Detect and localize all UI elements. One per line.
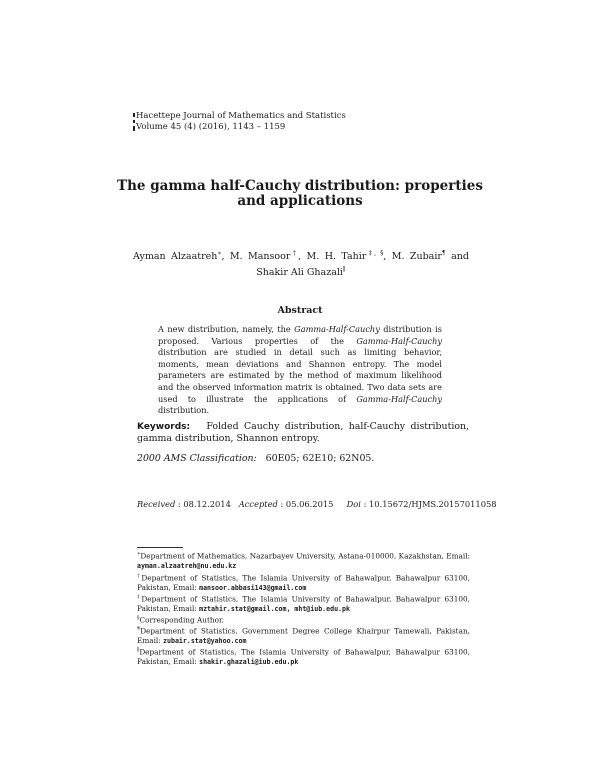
title-line-2: and applications [237, 193, 363, 209]
author-name: Shakir Ali Ghazali [256, 267, 343, 279]
footnote [137, 572, 470, 594]
footnote-text: Corresponding Author. [139, 615, 224, 625]
author-mark: ∥ [342, 266, 346, 274]
keywords-text: Folded Cauchy distribution, half-Cauchy distribution, gamma distribution, Shannon entropy. [137, 421, 469, 444]
footnote-email[interactable]: mansoor.abbasi143@gmail.com [199, 584, 307, 593]
author-list [133, 247, 469, 279]
footnote-text: Department of Statistics, The Islamia University of Bahawalpur, Bahawalpur 63100, Pakistan, Email: [137, 594, 470, 614]
footnote-mark: § [137, 615, 140, 621]
abstract-text: distribution is proposed. Various properties of the [158, 324, 442, 346]
footnote-mark: ∗ [137, 551, 141, 557]
footnote-mark: ‡ [137, 594, 142, 600]
author-separator: , [221, 251, 230, 263]
footnote-mark: ¶ [137, 626, 141, 632]
doi-link[interactable]: : 10.15672/HJMS.20157011058 [363, 499, 497, 509]
author-name: M. Zubair [391, 251, 442, 263]
author-separator: and [445, 251, 469, 263]
distribution-name: Gamma-Half-Cauchy [356, 335, 442, 346]
author-mark: ∗ [217, 250, 222, 257]
footnote [137, 550, 470, 572]
footnote-text: Department of Mathematics, Nazarbayev University, Astana-010000, Kazakhstan, Email: [140, 551, 470, 561]
ams-classification [137, 453, 374, 464]
footnote-email[interactable]: mztahir.stat@gmail.com, mht@iub.edu.pk [199, 605, 350, 614]
keywords-label: Keywords: [137, 422, 191, 432]
footnote-mark: † [137, 573, 142, 579]
footnote-rule [137, 547, 183, 548]
footnote-text: Department of Statistics, Government Degree College Khairpur Tamewali, Pakistan, Email: [137, 626, 470, 646]
accepted-label: Accepted [238, 499, 278, 509]
journal-volume: Volume 45 (4) (2016), 1143 – 1159 [136, 122, 286, 132]
abstract-text: A new distribution, namely, the [158, 324, 295, 334]
title-line-1: The gamma half-Cauchy distribution: properties [117, 178, 483, 194]
accepted-date: : 05.06.2015 [280, 499, 334, 509]
author-separator: , [383, 251, 392, 263]
received-date: : 08.12.2014 [177, 499, 231, 509]
footnote [137, 646, 470, 668]
author-mark: † [290, 250, 299, 257]
footnote-mark: ∥ [137, 647, 140, 653]
ams-label: 2000 AMS Classification: [137, 453, 257, 464]
journal-name: Hacettepe Journal of Mathematics and Statistics [136, 111, 346, 121]
distribution-name: Gamma-Half-Cauchy [294, 324, 380, 334]
abstract-body [158, 324, 442, 417]
journal-header [136, 111, 346, 133]
footnote-email[interactable]: shakir.ghazali@iub.edu.pk [199, 658, 299, 667]
footnote [137, 625, 470, 647]
abstract-heading: Abstract [277, 305, 323, 316]
ams-codes: 60E05; 62E10; 62N05. [265, 453, 375, 464]
distribution-name: Gamma-Half-Cauchy [356, 393, 442, 404]
footnote-email[interactable]: ayman.alzaatreh@nu.edu.kz [137, 562, 237, 571]
doi-label: Doi [346, 499, 361, 509]
author-mark: ¶ [441, 250, 446, 257]
keywords [137, 421, 469, 445]
author-name: M. Mansoor [229, 251, 291, 263]
author-name: M. H. Tahir [306, 251, 367, 263]
footnote [137, 614, 470, 625]
footnote-text: Department of Statistics, The Islamia University of Bahawalpur, Bahawalpur 63100, Pakistan, Email: [137, 647, 470, 667]
paper-title [100, 179, 500, 209]
author-mark: ‡, § [366, 250, 384, 257]
publication-dates [137, 499, 497, 509]
author-name: Ayman Alzaatreh [133, 251, 218, 263]
abstract-text: distribution are studied in detail such as limiting behavior, moments, mean deviations and Shannon entropy. The model parameters are estimated by the method of maximum likelihood and the observed information matrix is obtained. Two data sets are used to illustrate the applications of [158, 347, 442, 404]
abstract-text: distribution. [158, 405, 210, 416]
received-label: Received [137, 499, 176, 509]
footnote [137, 593, 470, 615]
author-separator: , [298, 251, 307, 263]
footnote-email[interactable]: zubair.stat@yahoo.com [163, 637, 247, 646]
journal-logo-icon [133, 113, 135, 131]
footnote-text: Department of Statistics, The Islamia University of Bahawalpur, Bahawalpur 63100, Pakistan, Email: [137, 573, 470, 593]
